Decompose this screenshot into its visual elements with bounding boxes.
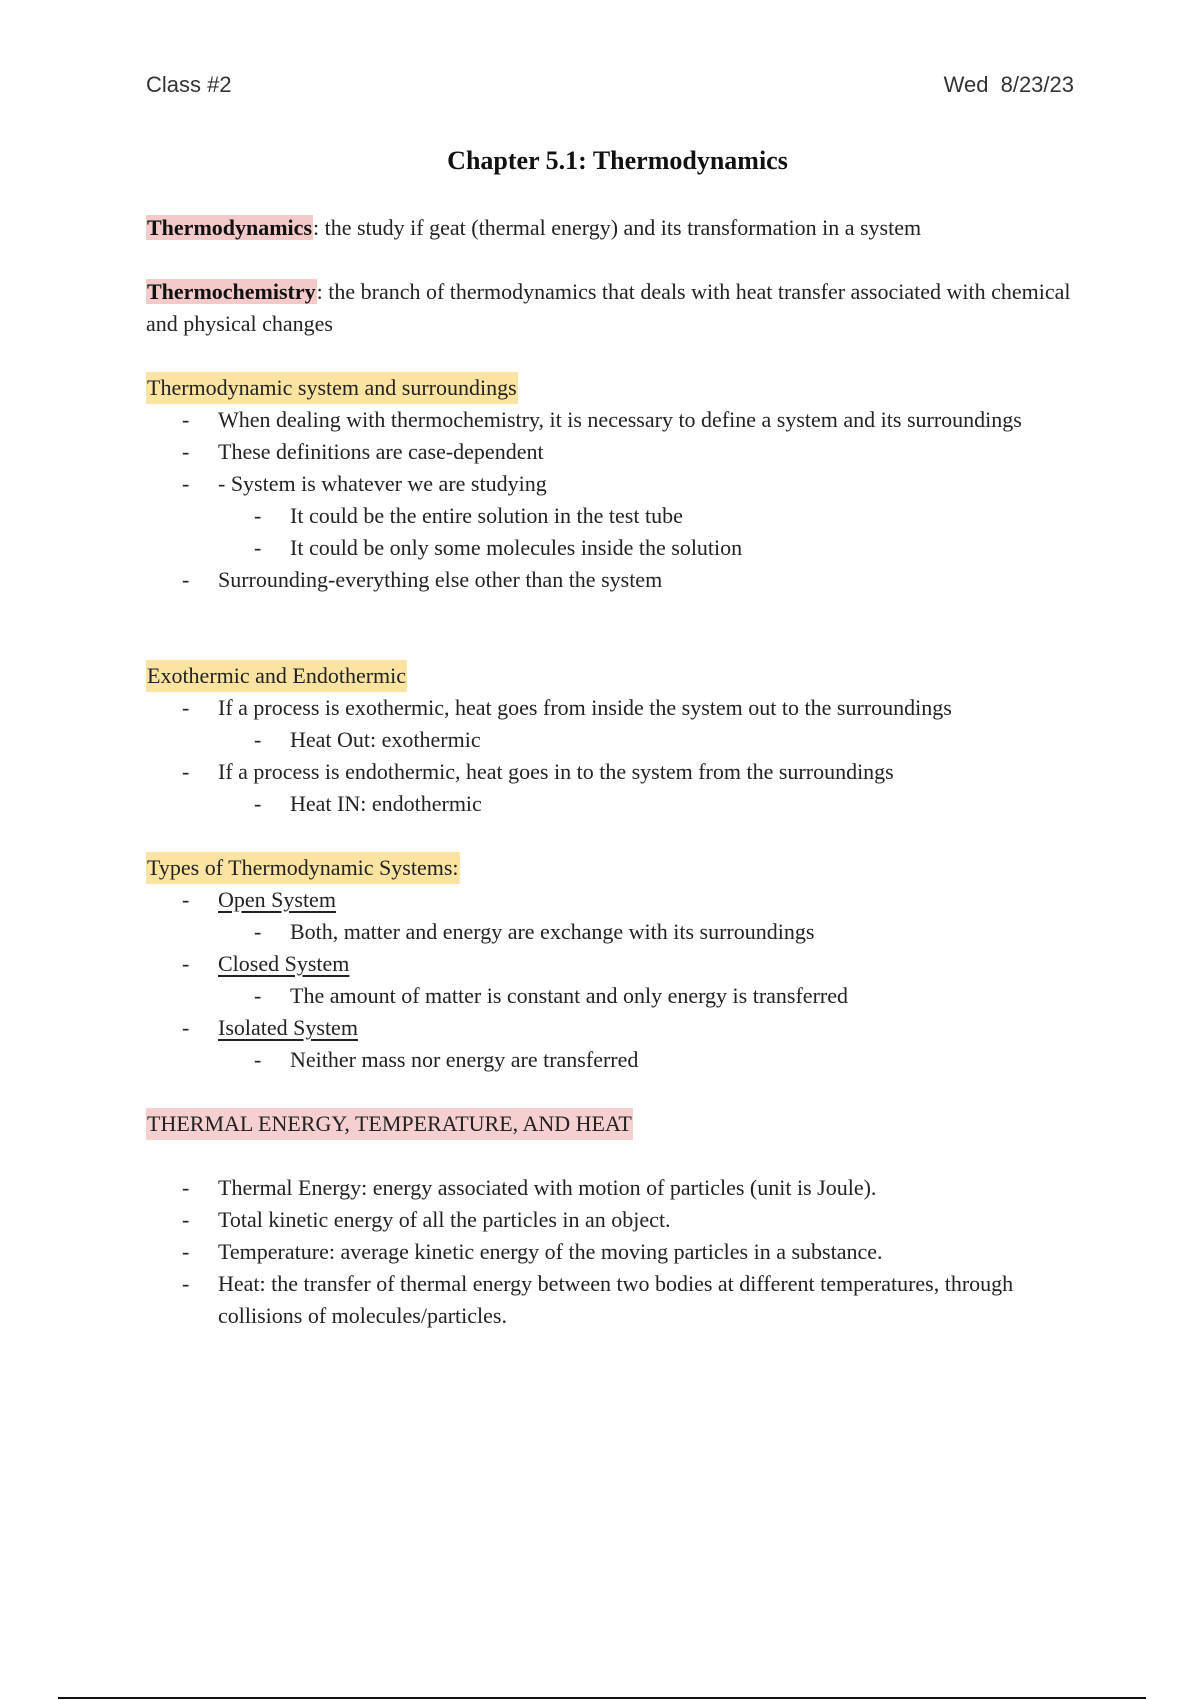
definition-text: : the branch of thermodynamics that deals with heat transfer associated with chemical and physical changes xyxy=(146,279,1071,336)
bullet-list xyxy=(146,1172,1076,1332)
section-heading: Thermodynamic system and surroundings xyxy=(146,372,518,404)
closed-system-label: Closed System xyxy=(218,951,350,976)
list-item: - The amount of matter is constant and only energy is transferred xyxy=(146,980,1076,1012)
section-system xyxy=(146,372,1076,596)
list-item xyxy=(146,884,1076,916)
isolated-system-label: Isolated System xyxy=(218,1015,358,1040)
bottom-divider xyxy=(58,1697,1146,1699)
list-item: - It could be the entire solution in the test tube xyxy=(146,500,1076,532)
list-item: - Both, matter and energy are exchange with its surroundings xyxy=(146,916,1076,948)
list-item: - When dealing with thermochemistry, it is necessary to define a system and its surroundings xyxy=(146,404,1076,436)
list-item xyxy=(146,948,1076,980)
term-thermodynamics: Thermodynamics xyxy=(147,215,312,240)
list-item: - If a process is exothermic, heat goes from inside the system out to the surroundings xyxy=(146,692,1076,724)
bullet-list xyxy=(146,884,1076,1076)
open-system-label: Open System xyxy=(218,887,336,912)
list-item: - Surrounding-everything else other than the system xyxy=(146,564,1076,596)
section-exothermic xyxy=(146,660,1076,820)
term-thermochemistry: Thermochemistry xyxy=(147,279,316,304)
list-item: - Thermal Energy: energy associated with motion of particles (unit is Joule). xyxy=(146,1172,1076,1204)
page-title: Chapter 5.1: Thermodynamics xyxy=(447,146,788,175)
list-item: - - System is whatever we are studying xyxy=(146,468,1076,500)
notes-body xyxy=(146,212,1076,1332)
list-item: - Neither mass nor energy are transferred xyxy=(146,1044,1076,1076)
list-item: - Heat IN: endothermic xyxy=(146,788,1076,820)
list-item: - If a process is endothermic, heat goes in to the system from the surroundings xyxy=(146,756,1076,788)
date-label: Wed 8/23/23 xyxy=(943,72,1074,97)
list-item: - It could be only some molecules inside the solution xyxy=(146,532,1076,564)
bullet-list xyxy=(146,692,1076,820)
list-item xyxy=(146,1012,1076,1044)
section-heading: THERMAL ENERGY, TEMPERATURE, AND HEAT xyxy=(146,1108,633,1140)
list-item: - Heat: the transfer of thermal energy between two bodies at different temperatures, through collisions of molecules/particles. xyxy=(146,1268,1076,1332)
bullet-list xyxy=(146,404,1076,596)
list-item: - Temperature: average kinetic energy of the moving particles in a substance. xyxy=(146,1236,1076,1268)
definition-thermochemistry xyxy=(146,276,1076,340)
class-label: Class #2 xyxy=(146,72,232,97)
list-item: - These definitions are case-dependent xyxy=(146,436,1076,468)
section-types xyxy=(146,852,1076,1076)
list-item: - Heat Out: exothermic xyxy=(146,724,1076,756)
definition-thermodynamics xyxy=(146,212,1076,244)
list-item: - Total kinetic energy of all the particles in an object. xyxy=(146,1204,1076,1236)
section-heading: Exothermic and Endothermic xyxy=(146,660,407,692)
section-heading: Types of Thermodynamic Systems: xyxy=(146,852,460,884)
section-thermal-energy xyxy=(146,1108,1076,1332)
definition-text: : the study if geat (thermal energy) and its transformation in a system xyxy=(313,215,922,240)
